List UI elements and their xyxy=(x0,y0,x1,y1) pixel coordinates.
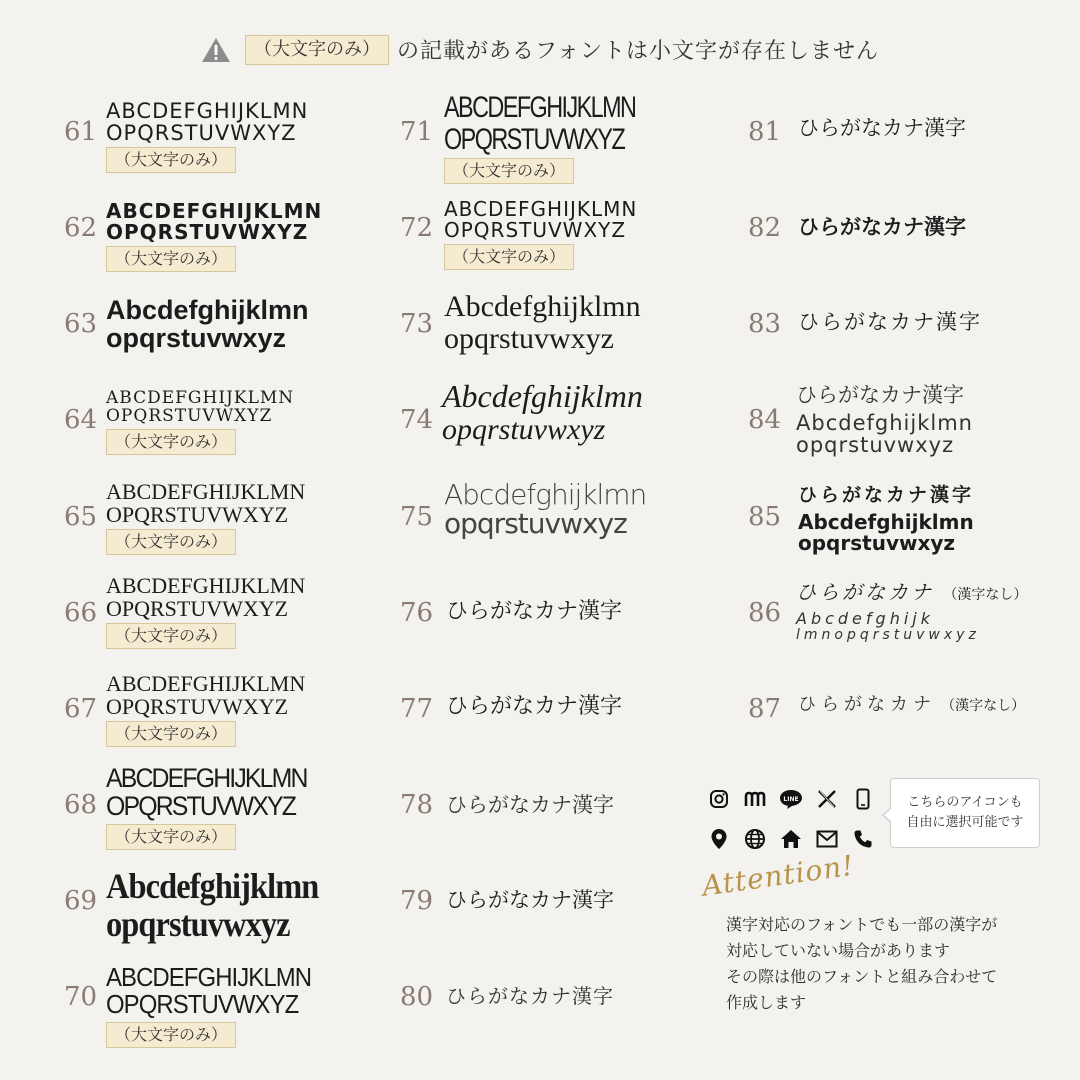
font-number: 83 xyxy=(748,309,782,339)
sample-line: ABCDEFGHIJKLMN xyxy=(444,91,636,124)
uppercase-only-badge: （大文字のみ） xyxy=(106,721,236,747)
sample-line: OPQRSTUVWXYZ xyxy=(106,405,273,426)
no-kanji-note: （漢字なし） xyxy=(943,587,1028,603)
warning-icon xyxy=(201,37,231,63)
sample-line: opqrstuvwxyz xyxy=(444,321,614,355)
home-icon xyxy=(777,826,805,852)
sample-line: OPQRSTUVWXYZ xyxy=(106,502,289,528)
sample-line: ひらがなカナ漢字 xyxy=(446,599,623,624)
mail-icon xyxy=(813,826,841,852)
uppercase-only-badge: （大文字のみ） xyxy=(245,35,389,65)
icon-grid xyxy=(705,786,881,852)
location-icon xyxy=(705,826,733,852)
font-sample-69 xyxy=(106,868,342,944)
sample-line: ひらがなカナ漢字 xyxy=(446,694,623,719)
font-number: 72 xyxy=(400,213,434,243)
attention-title: Attention! xyxy=(700,848,857,903)
tooltip-line: こちらのアイコンも xyxy=(907,795,1023,810)
font-sample-67 xyxy=(106,672,305,747)
sample-line: Abcdefghijklmn xyxy=(444,290,641,323)
sample-line: ひらがなカナ漢字 xyxy=(798,310,982,334)
sample-line: ひらがなカナ xyxy=(796,580,934,604)
sample-line: ひらがなカナ漢字 xyxy=(796,383,964,407)
uppercase-only-badge: （大文字のみ） xyxy=(106,824,236,850)
note-line: その際は他のフォントと組み合わせて xyxy=(726,967,998,986)
font-sample-68 xyxy=(106,764,324,850)
sample-line: OPQRSTUVWXYZ xyxy=(106,121,297,146)
sample-line: ABCDEFGHIJKLMN xyxy=(106,99,309,123)
sample-line: OPQRSTUVWXYZ xyxy=(444,218,627,242)
font-number: 65 xyxy=(64,502,98,532)
font-number: 85 xyxy=(748,502,782,532)
font-number: 80 xyxy=(400,982,434,1012)
sample-line: opqrstuvwxyz xyxy=(444,507,627,541)
sample-line: ひらがなカナ xyxy=(798,694,936,715)
font-sample-83 xyxy=(798,311,982,333)
header-text: の記載があるフォントは小文字が存在しません xyxy=(397,39,879,64)
font-sample-75 xyxy=(444,480,646,539)
font-sample-86 xyxy=(796,582,1027,642)
sample-line: ひらがなカナ漢字 xyxy=(446,984,614,1008)
sample-line: OPQRSTUVWXYZ xyxy=(106,791,296,822)
uppercase-only-badge: （大文字のみ） xyxy=(106,623,236,649)
font-number: 61 xyxy=(64,117,98,147)
sample-line: lmnopqrstuvwxyz xyxy=(796,626,980,643)
uppercase-only-badge: （大文字のみ） xyxy=(106,1022,236,1048)
font-number: 76 xyxy=(400,598,434,628)
font-sample-71 xyxy=(444,92,689,184)
font-number: 86 xyxy=(748,598,782,628)
sample-line: OPQRSTUVWXYZ xyxy=(106,596,289,622)
font-number: 66 xyxy=(64,598,98,628)
sample-line: Abcdefghijklmn xyxy=(106,295,309,325)
sample-line: opqrstuvwxyz xyxy=(106,323,287,354)
sample-line: ABCDEFGHIJKLMN xyxy=(106,962,312,992)
svg-text:LINE: LINE xyxy=(783,796,799,803)
instagram-icon xyxy=(705,786,733,812)
sample-line: Abcdefghijklmn xyxy=(796,411,973,436)
font-sample-61 xyxy=(106,100,308,173)
sample-line: ひらがなカナ漢字 xyxy=(798,116,966,140)
font-sample-78 xyxy=(446,794,614,816)
sample-line: Abcdefghijklmn xyxy=(442,378,643,414)
uppercase-only-badge: （大文字のみ） xyxy=(106,429,236,455)
font-sample-76 xyxy=(446,600,622,623)
font-number: 75 xyxy=(400,502,434,532)
sample-line: Abcdefghijklmn xyxy=(444,478,647,511)
sample-line: OPQRSTUVWXYZ xyxy=(106,694,289,720)
uppercase-only-badge: （大文字のみ） xyxy=(106,246,236,272)
uppercase-only-badge: （大文字のみ） xyxy=(106,147,236,173)
font-sample-63 xyxy=(106,296,309,353)
font-number: 77 xyxy=(400,694,434,724)
font-number: 87 xyxy=(748,694,782,724)
font-sample-79 xyxy=(446,889,614,911)
uppercase-only-badge: （大文字のみ） xyxy=(444,158,574,184)
font-sample-72 xyxy=(444,199,637,270)
sample-line: OPQRSTUVWXYZ xyxy=(106,220,309,244)
sample-line: ABCDEFGHIJKLMN xyxy=(106,573,306,598)
sample-line: OPQRSTUVWXYZ xyxy=(444,122,625,156)
sample-line: ABCDEFGHIJKLMN xyxy=(106,199,323,223)
font-sample-73 xyxy=(444,291,641,354)
font-sample-62 xyxy=(106,201,322,272)
icon-tooltip xyxy=(890,778,1040,848)
sample-line: opqrstuvwxyz xyxy=(442,412,606,446)
uppercase-only-badge: （大文字のみ） xyxy=(444,244,574,270)
m-icon xyxy=(741,786,769,812)
sample-line: opqrstuvwxyz xyxy=(796,433,955,458)
sample-line: ひらがなカナ漢字 xyxy=(446,793,614,817)
sample-line: ABCDEFGHIJKLMN xyxy=(106,671,306,696)
font-sample-84 xyxy=(796,384,973,456)
font-sample-80 xyxy=(446,986,614,1007)
font-sample-87 xyxy=(798,696,1025,715)
sample-line: ひらがなカナ漢字 xyxy=(798,215,966,239)
sample-line: OPQRSTUVWXYZ xyxy=(106,989,299,1020)
font-sample-65 xyxy=(106,480,305,555)
sample-line: ひらがなカナ漢字 xyxy=(798,484,975,506)
sample-line: ABCDEFGHIJKLMN xyxy=(444,197,638,221)
uppercase-only-badge: （大文字のみ） xyxy=(106,529,236,555)
font-number: 74 xyxy=(400,405,434,435)
font-number: 67 xyxy=(64,694,98,724)
font-sample-81 xyxy=(798,117,966,139)
font-sample-85 xyxy=(798,486,974,554)
font-number: 81 xyxy=(748,117,782,147)
x-icon xyxy=(813,786,841,812)
font-sample-77 xyxy=(446,695,622,718)
font-number: 78 xyxy=(400,790,434,820)
font-sample-70 xyxy=(106,964,329,1048)
note-line: 対応していない場合があります xyxy=(726,941,951,960)
header-notice xyxy=(0,34,1080,65)
font-number: 71 xyxy=(400,117,434,147)
sample-line: Abcdefghijk xyxy=(796,609,934,628)
font-number: 63 xyxy=(64,309,98,339)
sample-line: ABCDEFGHIJKLMN xyxy=(106,479,306,504)
sample-line: ひらがなカナ漢字 xyxy=(446,888,614,912)
font-number: 70 xyxy=(64,982,98,1012)
phone-icon xyxy=(849,786,877,812)
sample-line: ABCDEFGHIJKLMN xyxy=(106,763,307,793)
globe-icon xyxy=(741,826,769,852)
attention-notes xyxy=(726,912,997,1016)
font-sample-82 xyxy=(798,216,966,238)
call-icon xyxy=(849,826,877,852)
font-number: 68 xyxy=(64,790,98,820)
note-line: 漢字対応のフォントでも一部の漢字が xyxy=(726,915,998,934)
note-line: 作成します xyxy=(726,993,807,1012)
font-number: 64 xyxy=(64,405,98,435)
font-sample-66 xyxy=(106,574,305,649)
sample-line: Abcdefghijklmn xyxy=(798,509,974,534)
font-number: 84 xyxy=(748,405,782,435)
no-kanji-note: （漢字なし） xyxy=(941,698,1026,714)
font-number: 62 xyxy=(64,213,98,243)
font-number: 69 xyxy=(64,886,98,916)
sample-line: ABCDEFGHIJKLMN xyxy=(106,388,295,408)
font-number: 82 xyxy=(748,213,782,243)
sample-line: Abcdefghijklmn xyxy=(106,866,319,906)
tooltip-line: 自由に選択可能です xyxy=(906,815,1024,830)
font-sample-64 xyxy=(106,390,294,455)
sample-line: opqrstuvwxyz xyxy=(798,530,956,555)
sample-line: opqrstuvwxyz xyxy=(106,903,290,944)
font-number: 79 xyxy=(400,886,434,916)
font-sample-74 xyxy=(442,380,643,445)
font-number: 73 xyxy=(400,309,434,339)
line-icon xyxy=(777,786,805,812)
